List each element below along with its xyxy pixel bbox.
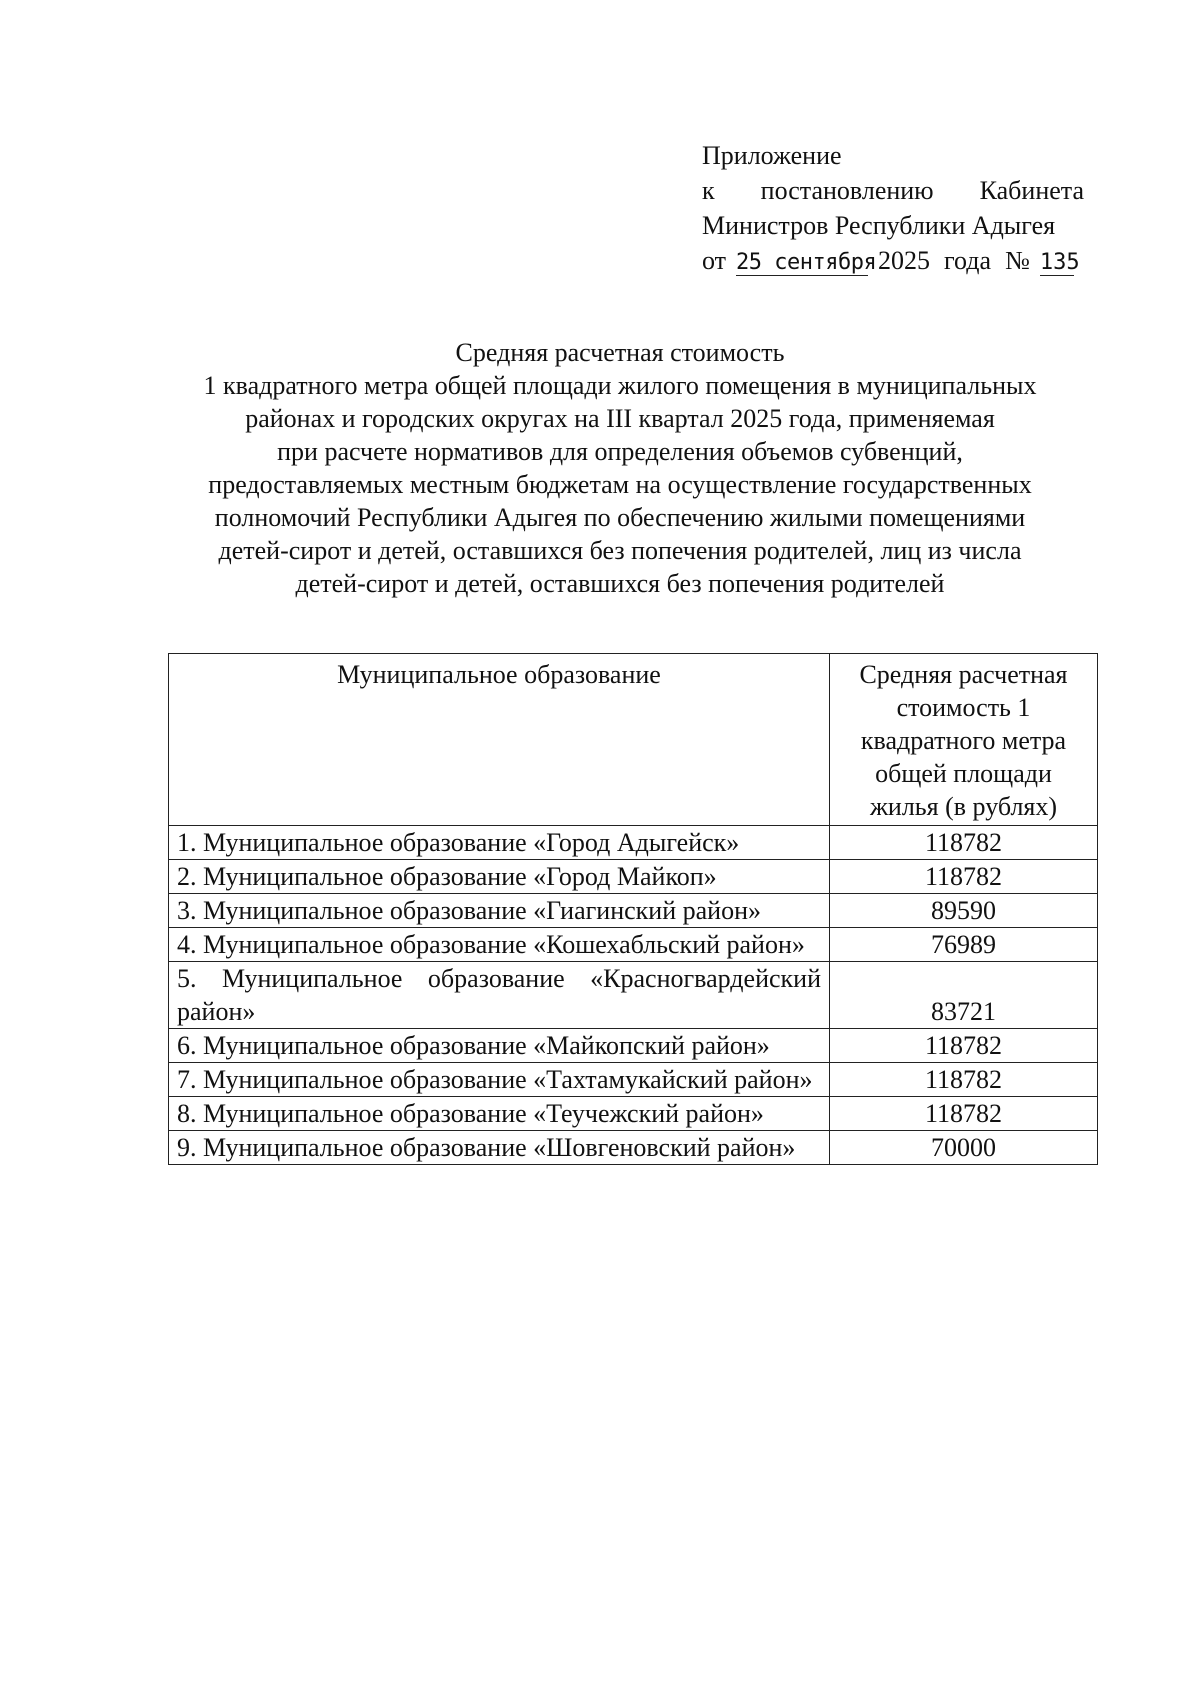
title-line: детей-сирот и детей, оставшихся без попечения родителей, лиц из числа bbox=[218, 536, 1022, 565]
title-line: при расчете нормативов для определения объемов субвенций, bbox=[277, 437, 963, 466]
table-row bbox=[169, 962, 1098, 1029]
appendix-word: Кабинета bbox=[979, 176, 1084, 205]
municipality-name: 4. Муниципальное образование «Кошехабльский район» bbox=[169, 928, 830, 962]
cost-value: 70000 bbox=[830, 1131, 1098, 1165]
appendix-label: Приложение bbox=[702, 141, 842, 170]
column-header-cost-line: стоимость 1 bbox=[896, 693, 1031, 722]
municipality-name: 1. Муниципальное образование «Город Адыгейск» bbox=[169, 826, 830, 860]
cost-value: 118782 bbox=[830, 1097, 1098, 1131]
document-title bbox=[120, 336, 1120, 600]
cost-value: 76989 bbox=[830, 928, 1098, 962]
cost-value: 118782 bbox=[830, 826, 1098, 860]
title-line: полномочий Республики Адыгея по обеспечению жилыми помещениями bbox=[214, 503, 1026, 532]
appendix-word: постановлению bbox=[760, 176, 934, 205]
date-day-filled: 25 сентября bbox=[736, 250, 877, 275]
date-year: 2025 bbox=[878, 246, 931, 275]
title-line: районах и городских округах на III квартал 2025 года, применяемая bbox=[245, 404, 995, 433]
column-header-cost-line: Средняя расчетная bbox=[859, 660, 1068, 689]
document-number-filled: 135 bbox=[1039, 250, 1080, 275]
municipality-name: 6. Муниципальное образование «Майкопский район» bbox=[169, 1029, 830, 1063]
table-row bbox=[169, 1131, 1098, 1165]
date-word: года bbox=[944, 246, 992, 275]
municipality-name: 3. Муниципальное образование «Гиагинский район» bbox=[169, 894, 830, 928]
municipality-name: 8. Муниципальное образование «Теучежский район» bbox=[169, 1097, 830, 1131]
column-header-municipality: Муниципальное образование bbox=[169, 654, 830, 826]
table-row bbox=[169, 1029, 1098, 1063]
cost-value: 89590 bbox=[830, 894, 1098, 928]
title-line: Средняя расчетная стоимость bbox=[455, 338, 785, 367]
title-line: детей-сирот и детей, оставшихся без попечения родителей bbox=[295, 569, 945, 598]
table-header-row bbox=[169, 654, 1098, 826]
appendix-line-resolution bbox=[702, 173, 1084, 208]
cost-value: 118782 bbox=[830, 1029, 1098, 1063]
column-header-cost-line: квадратного метра bbox=[860, 726, 1067, 755]
title-line: предоставляемых местным бюджетам на осуществление государственных bbox=[208, 470, 1032, 499]
cost-value: 118782 bbox=[830, 860, 1098, 894]
table-row bbox=[169, 1097, 1098, 1131]
cost-value: 118782 bbox=[830, 1063, 1098, 1097]
cost-table bbox=[168, 653, 1098, 1165]
municipality-name: 9. Муниципальное образование «Шовгеновский район» bbox=[169, 1131, 830, 1165]
number-sign: № bbox=[1005, 246, 1030, 275]
appendix-header bbox=[702, 138, 1084, 278]
municipality-name: 5. Муниципальное образование «Красногвардейский район» bbox=[169, 962, 830, 1029]
municipality-name: 7. Муниципальное образование «Тахтамукайский район» bbox=[169, 1063, 830, 1097]
table-row bbox=[169, 928, 1098, 962]
appendix-word: к bbox=[702, 176, 715, 205]
column-header-cost bbox=[830, 654, 1098, 826]
appendix-line-ministry: Министров Республики Адыгея bbox=[702, 211, 1056, 240]
title-line: 1 квадратного метра общей площади жилого помещения в муниципальных bbox=[203, 371, 1037, 400]
table-row bbox=[169, 894, 1098, 928]
table-row bbox=[169, 826, 1098, 860]
column-header-cost-line: жилья (в рублях) bbox=[869, 792, 1058, 821]
municipality-name: 2. Муниципальное образование «Город Майкоп» bbox=[169, 860, 830, 894]
cost-value: 83721 bbox=[830, 962, 1098, 1029]
date-prefix: от bbox=[702, 246, 727, 275]
column-header-cost-line: общей площади bbox=[875, 759, 1052, 788]
appendix-date-line bbox=[702, 243, 1084, 278]
table-row bbox=[169, 1063, 1098, 1097]
table-row bbox=[169, 860, 1098, 894]
